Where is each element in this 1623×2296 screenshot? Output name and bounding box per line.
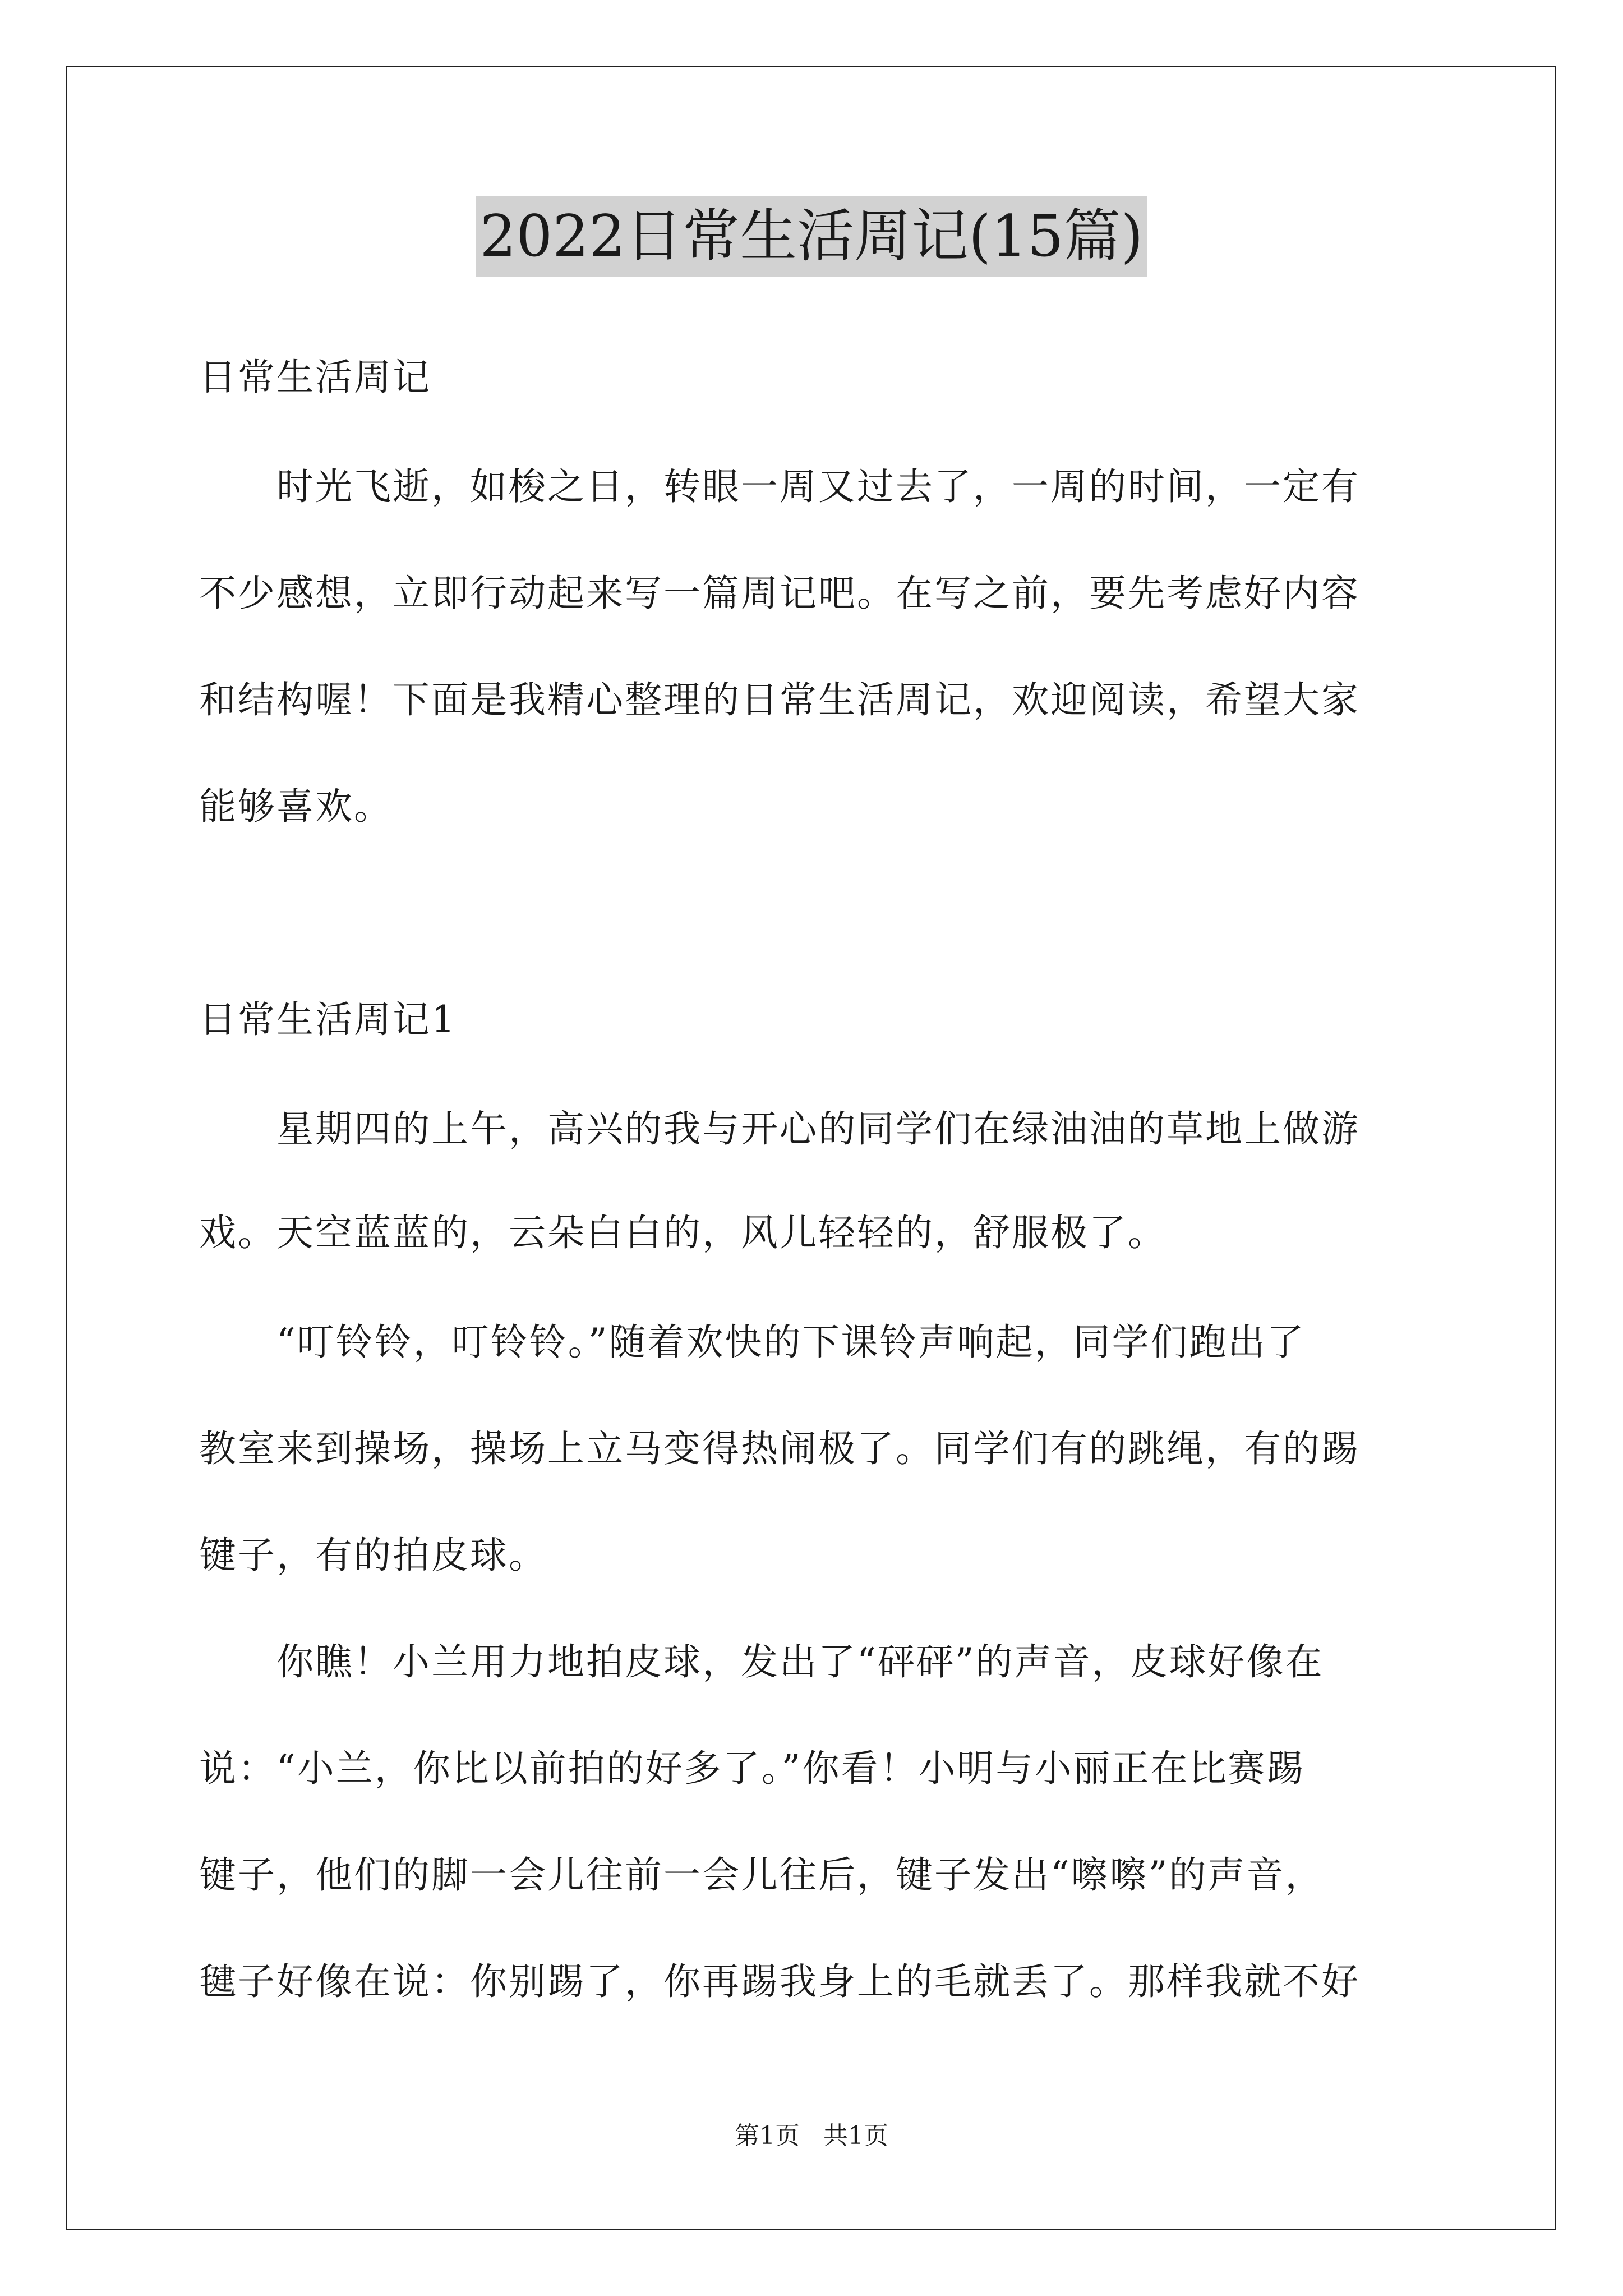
- paragraph-line: 你瞧！小兰用力地拍皮球，发出了“砰砰”的声音，皮球好像在: [199, 1640, 1324, 1683]
- title-container: [0, 196, 1623, 277]
- paragraph-line: 不少感想，立即行动起来写一篇周记吧。在写之前，要先考虑好内容: [199, 572, 1360, 615]
- paragraph-line: 键子，他们的脚一会儿往前一会儿往后，键子发出“嚓嚓”的声音，: [199, 1853, 1324, 1897]
- paragraph-line: “叮铃铃，叮铃铃。”随着欢快的下课铃声响起，同学们跑出了: [199, 1320, 1306, 1364]
- paragraph-line: 教室来到操场，操场上立马变得热闹极了。同学们有的跳绳，有的踢: [199, 1427, 1360, 1470]
- paragraph-line: 星期四的上午，高兴的我与开心的同学们在绿油油的草地上做游: [199, 1107, 1360, 1151]
- section-heading: 日常生活周记: [199, 356, 431, 399]
- document-title: 2022日常生活周记(15篇): [476, 196, 1148, 277]
- section-heading: 日常生活周记1: [199, 998, 457, 1041]
- paragraph-line: 键子，有的拍皮球。: [199, 1534, 547, 1577]
- paragraph-line: 戏。天空蓝蓝的，云朵白白的，风儿轻轻的，舒服极了。: [199, 1211, 1166, 1254]
- page-number-current: 第1页: [735, 2122, 800, 2150]
- page-number-total: 共1页: [823, 2122, 888, 2150]
- paragraph-line: 和结构喔！下面是我精心整理的日常生活周记，欢迎阅读，希望大家: [199, 678, 1360, 721]
- paragraph-line: 时光飞逝，如梭之日，转眼一周又过去了，一周的时间，一定有: [199, 465, 1360, 508]
- page-footer: [0, 2119, 1623, 2153]
- paragraph-line: 说：“小兰，你比以前拍的好多了。”你看！小明与小丽正在比赛踢: [199, 1747, 1306, 1790]
- paragraph-line: 能够喜欢。: [199, 785, 393, 828]
- paragraph-line: 毽子好像在说：你别踢了，你再踢我身上的毛就丢了。那样我就不好: [199, 1960, 1360, 2003]
